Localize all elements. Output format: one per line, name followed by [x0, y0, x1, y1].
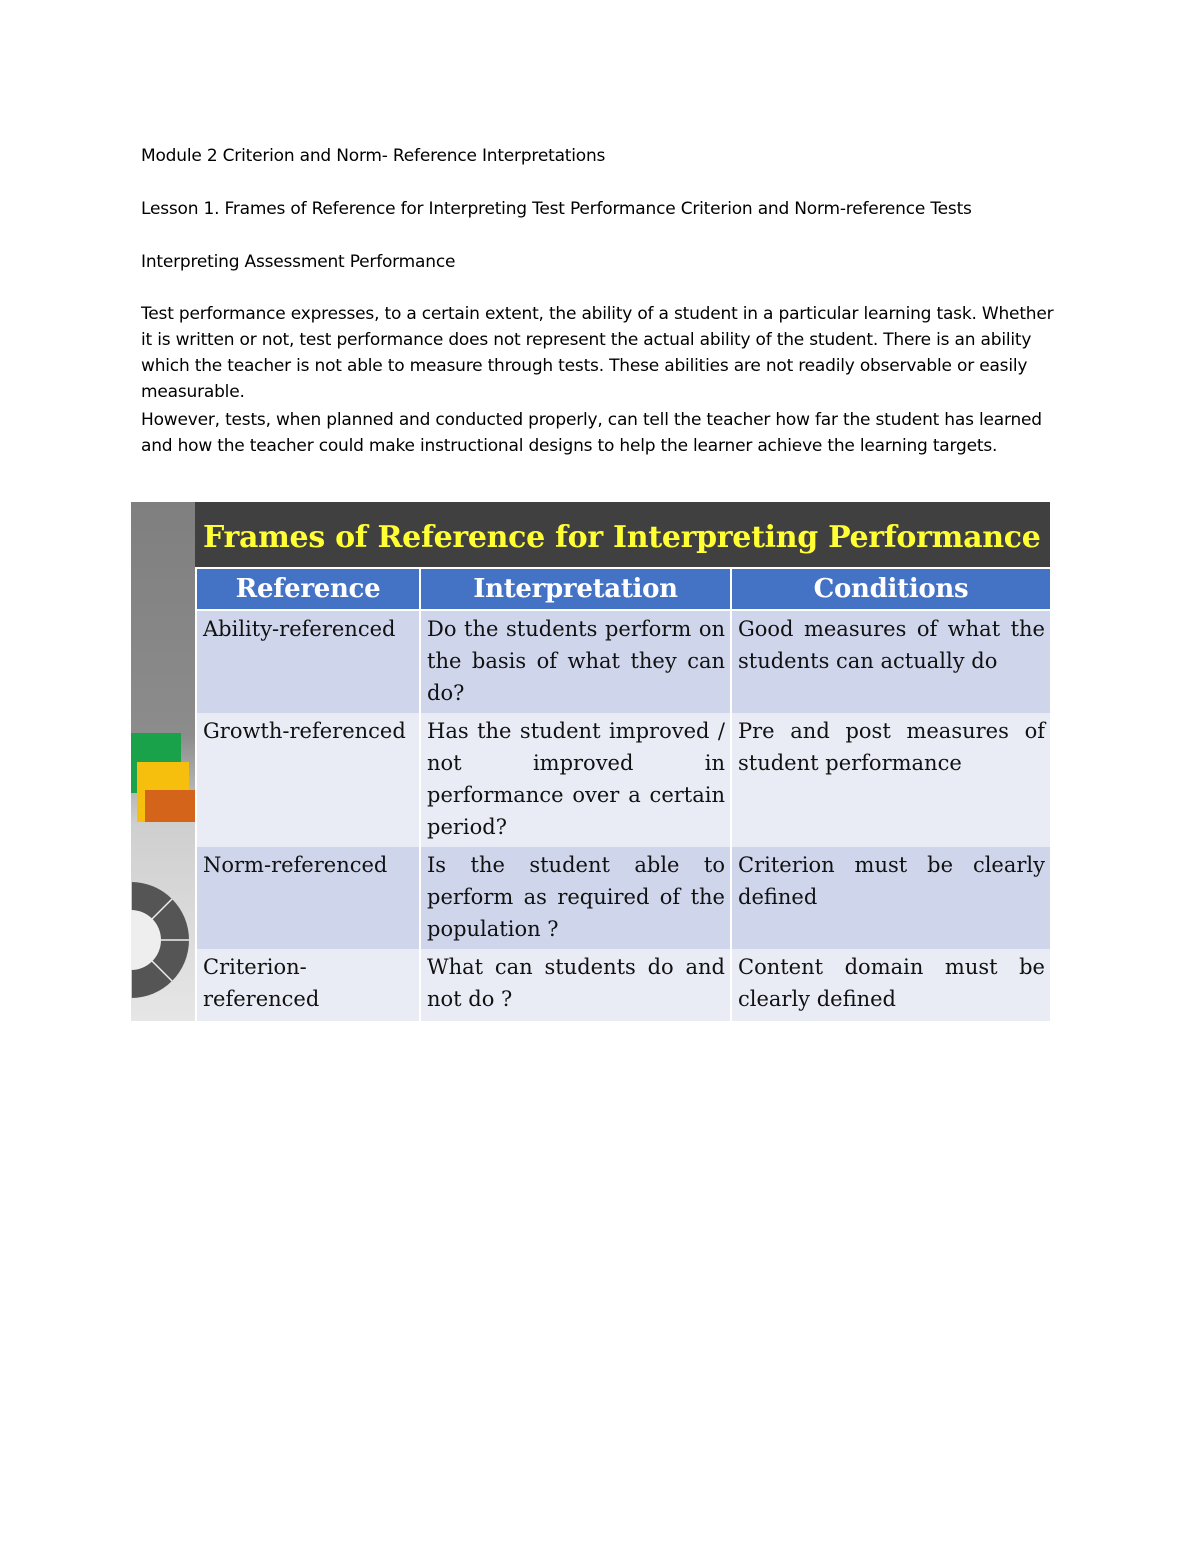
cell-conditions: Criterion must be clearly defined [731, 847, 1050, 949]
wheel-decoration-icon [131, 880, 191, 1000]
slide-title: Frames of Reference for Interpreting Performance [203, 520, 1041, 555]
cell-conditions: Pre and post measures of student performance [731, 713, 1050, 847]
section-heading: Interpreting Assessment Performance [141, 252, 456, 272]
table-row [196, 610, 1050, 713]
body-paragraph-1: Test performance expresses, to a certain extent, the ability of a student in a particular learning task. Whether it is written or not, test performance does not represent the actual ability of the student. There is an ability which the teacher is not able to measure through tests. These abilities are not readily observable or easily measurable. [141, 304, 1054, 402]
cell-reference: Ability-referenced [196, 610, 420, 713]
frames-of-reference-slide [131, 502, 1050, 1021]
orange-square-decoration [145, 790, 195, 822]
table-row [196, 713, 1050, 847]
cell-interpretation: Do the students perform on the basis of what they can do? [420, 610, 731, 713]
cell-conditions: Good measures of what the students can actually do [731, 610, 1050, 713]
table-row [196, 949, 1050, 1021]
table-header-row [196, 568, 1050, 610]
lesson-heading: Lesson 1. Frames of Reference for Interpreting Test Performance Criterion and Norm-reference Tests [141, 199, 972, 219]
cell-conditions: Content domain must be clearly defined [731, 949, 1050, 1021]
cell-reference: Growth-referenced [196, 713, 420, 847]
frames-table [195, 567, 1050, 1021]
cell-reference: Criterion-referenced [196, 949, 420, 1021]
table-row [196, 847, 1050, 949]
header-interpretation: Interpretation [420, 568, 731, 610]
cell-interpretation: What can students do and not do ? [420, 949, 731, 1021]
cell-interpretation: Is the student able to perform as required of the population ? [420, 847, 731, 949]
header-conditions: Conditions [731, 568, 1050, 610]
cell-interpretation: Has the student improved / not improved in performance over a certain period? [420, 713, 731, 847]
module-heading: Module 2 Criterion and Norm- Reference Interpretations [141, 146, 606, 166]
header-reference: Reference [196, 568, 420, 610]
body-paragraph-2: However, tests, when planned and conducted properly, can tell the teacher how far the student has learned and how the teacher could make instructional designs to help the learner achieve the learning targets. [141, 410, 1042, 456]
cell-reference: Norm-referenced [196, 847, 420, 949]
